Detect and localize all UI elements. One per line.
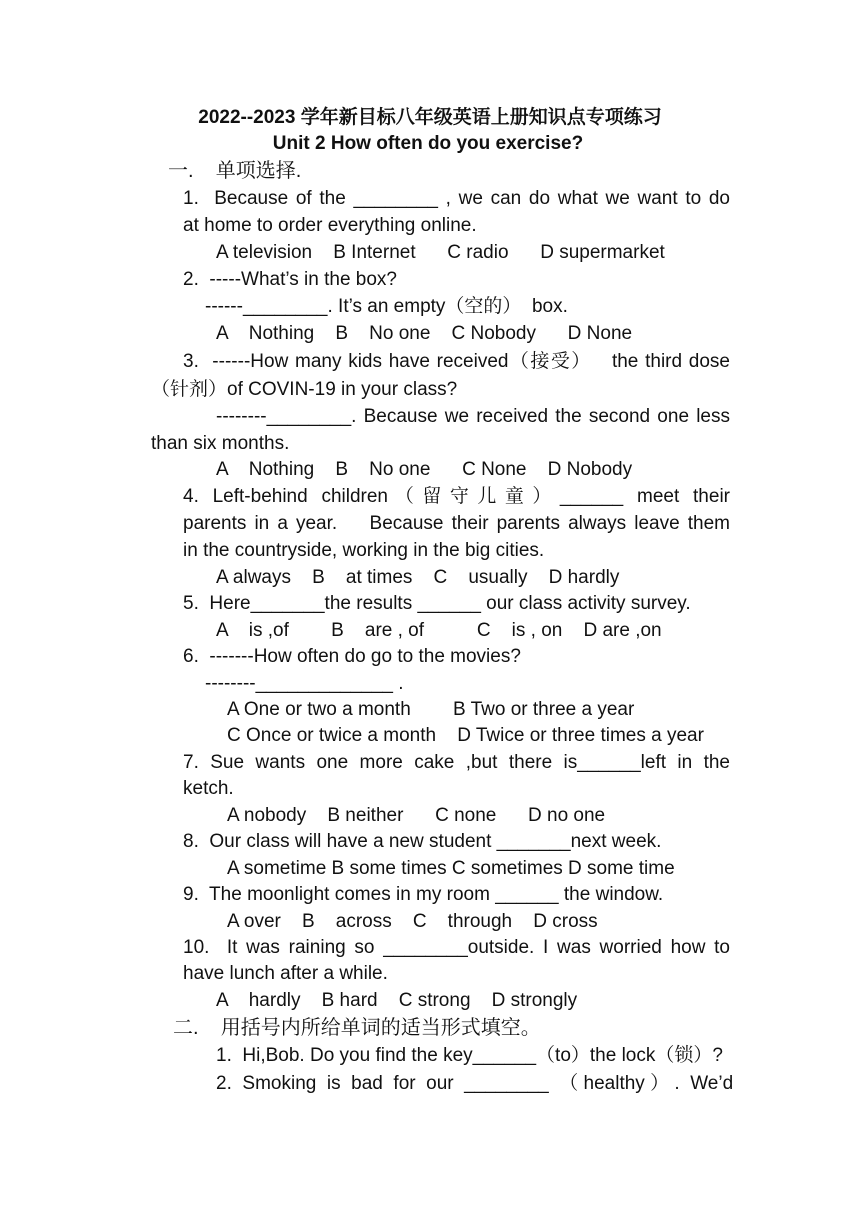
question-line: 6. -------How often do go to the movies? [183, 646, 521, 667]
options-line: A One or two a month B Two or three a year [227, 699, 635, 720]
options-line: A over B across C through D cross [227, 911, 598, 932]
answer-line: --------________. Because we received the second one less [216, 406, 730, 427]
question-line: 1. Because of the ________ , we can do what we want to do [183, 188, 730, 209]
section-heading: 一. 单项选择. [168, 160, 302, 182]
document-title: 2022--2023 学年新目标八年级英语上册知识点专项练习 [198, 107, 662, 128]
question-line: 10. It was raining so ________outside. I was worried how to [183, 937, 730, 958]
question-line: 3. ------How many kids have received（接受） the third dose [183, 351, 730, 372]
options-line: A sometime B some times C sometimes D some time [227, 858, 675, 879]
question-line: 4. Left-behind children （ 留 守 儿 童 ） ______ meet their [183, 486, 730, 507]
answer-line: --------_____________ . [205, 673, 404, 694]
question-line: in the countryside, working in the big cities. [183, 540, 545, 561]
question-line: parents in a year. Because their parents always leave them [183, 513, 730, 534]
section-heading: 二. 用括号内所给单词的适当形式填空。 [173, 1017, 541, 1039]
question-line: 1. Hi,Bob. Do you find the key______（to）the lock（锁）? [216, 1045, 723, 1066]
question-line: （针剂）of COVIN-19 in your class? [151, 379, 458, 400]
answer-line: than six months. [151, 433, 290, 454]
options-line: A Nothing B No one C Nobody D None [216, 323, 633, 344]
question-line: 9. The moonlight comes in my room ______ the window. [183, 884, 664, 905]
question-line: 2. -----What’s in the box? [183, 269, 398, 290]
question-line: ketch. [183, 778, 234, 799]
document-subtitle: Unit 2 How often do you exercise? [272, 133, 584, 154]
question-line: 5. Here_______the results ______ our class activity survey. [183, 593, 691, 614]
options-line: A Nothing B No one C None D Nobody [216, 459, 633, 480]
options-line: A always B at times C usually D hardly [216, 567, 620, 588]
options-line: A nobody B neither C none D no one [227, 805, 606, 826]
options-line: C Once or twice a month D Twice or three times a year [227, 725, 704, 746]
answer-line: ------________. It’s an empty（空的） box. [205, 296, 568, 317]
question-line: 2. Smoking is bad for our ________ （ healthy ） . We’d [216, 1073, 734, 1094]
question-line: 8. Our class will have a new student _______next week. [183, 831, 662, 852]
options-line: A television B Internet C radio D supermarket [216, 242, 665, 263]
question-line: at home to order everything online. [183, 215, 477, 236]
options-line: A is ,of B are , of C is , on D are ,on [216, 620, 662, 641]
question-line: have lunch after a while. [183, 963, 388, 984]
question-line: 7. Sue wants one more cake ,but there is______left in the [183, 752, 730, 773]
options-line: A hardly B hard C strong D strongly [216, 990, 578, 1011]
